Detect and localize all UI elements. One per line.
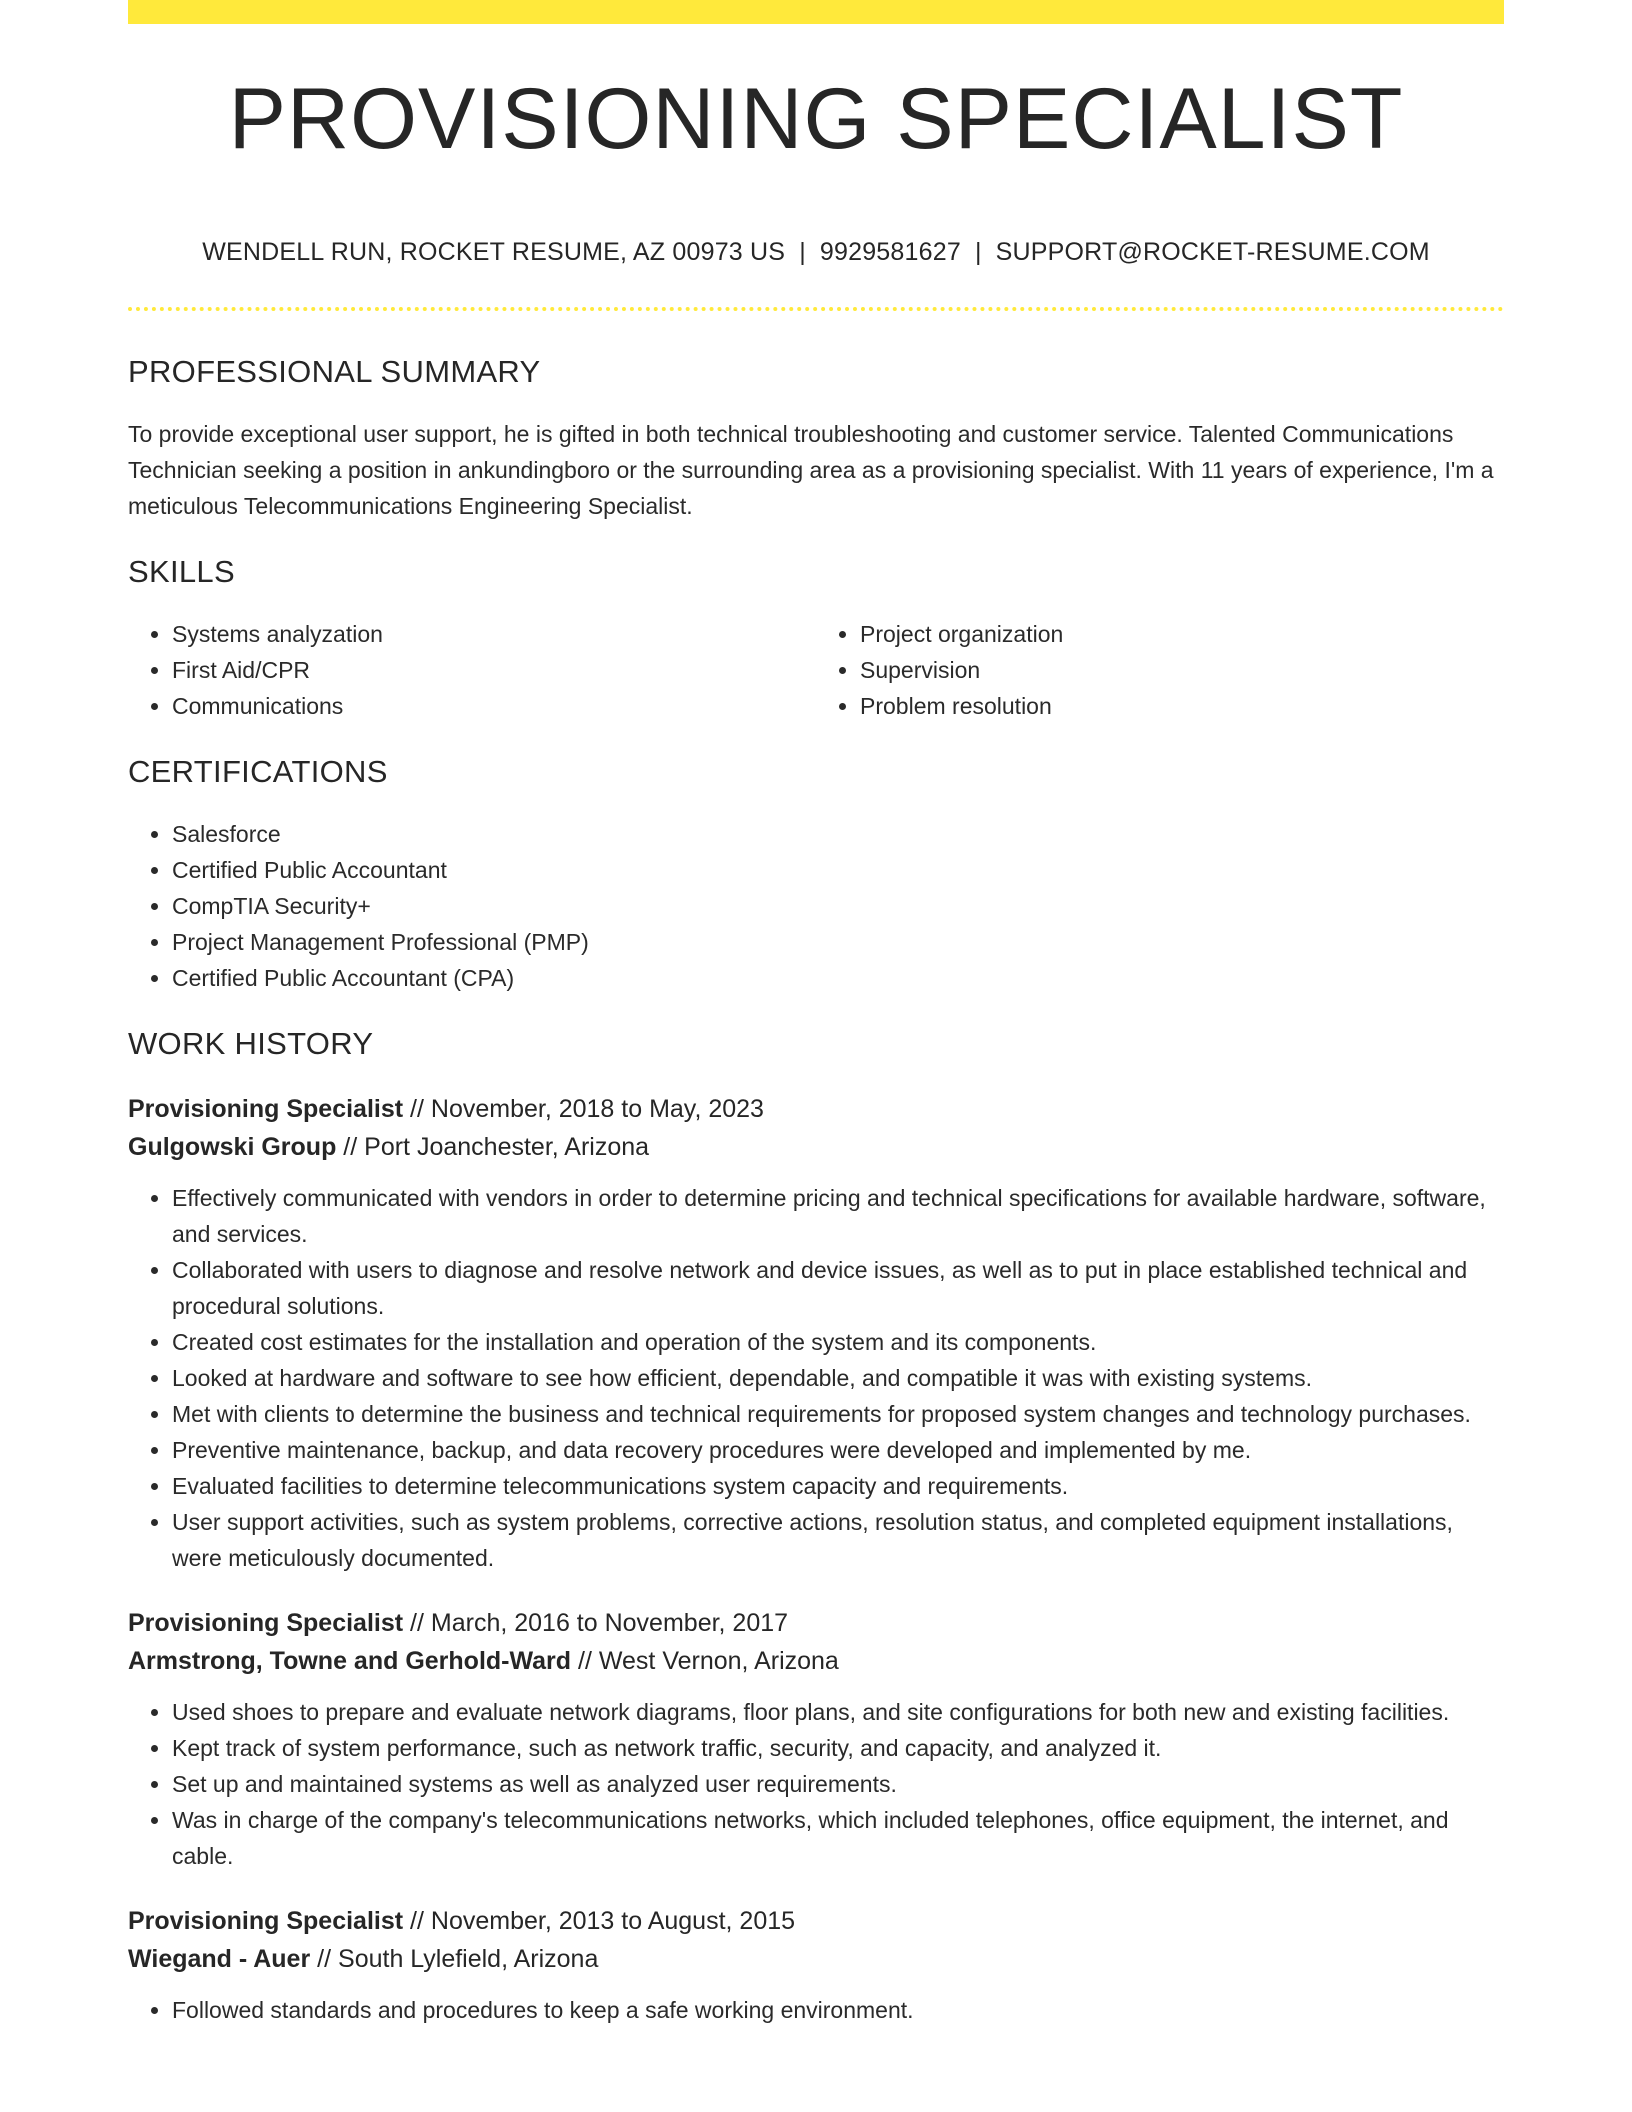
job-title: Provisioning Specialist	[128, 1907, 404, 1935]
job-bullet: • Kept track of system performance, such as network traffic, security, and capacity, and analyzed it.	[172, 1730, 1504, 1766]
skill-item: • Project organization	[860, 616, 1504, 652]
delimiter: //	[317, 1945, 332, 1973]
job-location: South Lylefield, Arizona	[338, 1945, 599, 1973]
job-title-line	[128, 1090, 1504, 1128]
job-dates: November, 2018 to May, 2023	[430, 1095, 764, 1123]
job-bullet: • Set up and maintained systems as well as analyzed user requirements.	[172, 1766, 1504, 1802]
job-company: Gulgowski Group	[128, 1133, 337, 1161]
job-company-line	[128, 1642, 1504, 1680]
section-heading-work-history: WORK HISTORY	[128, 1026, 374, 1061]
summary-text: To provide exceptional user support, he is gifted in both technical troubleshooting and customer service. Talented Communications Technician seeking a position in ankundingboro or the surrounding area as a provisioning specialist. With 11 years of experience, I'm a meticulous Telecommunications Engineering Specialist.	[128, 421, 1494, 519]
section-heading-summary: PROFESSIONAL SUMMARY	[128, 354, 541, 389]
job-bullet: • Evaluated facilities to determine telecommunications system capacity and requirements.	[172, 1468, 1504, 1504]
job-bullets	[128, 1180, 1504, 1576]
skills-section	[128, 554, 1504, 724]
section-heading-skills: SKILLS	[128, 554, 235, 589]
skill-item: • Communications	[172, 688, 816, 724]
certifications-list	[128, 816, 1504, 996]
job-entry	[128, 1090, 1504, 1576]
job-bullet: • Effectively communicated with vendors in order to determine pricing and technical specifications for available hardware, software, and services.	[172, 1180, 1504, 1252]
delimiter: //	[410, 1609, 424, 1637]
certifications-section	[128, 754, 1504, 996]
delimiter: //	[343, 1133, 358, 1161]
delimiter: //	[410, 1095, 424, 1123]
dotted-divider	[128, 307, 1504, 311]
job-bullets	[128, 1694, 1504, 1874]
certification-item: • CompTIA Security+	[172, 888, 1504, 924]
job-bullet: • Created cost estimates for the installation and operation of the system and its components.	[172, 1324, 1504, 1360]
job-bullets	[128, 1992, 1504, 2028]
certification-item: • Certified Public Accountant (CPA)	[172, 960, 1504, 996]
job-title: Provisioning Specialist	[128, 1095, 404, 1123]
skills-list-right	[816, 616, 1504, 724]
job-company-line	[128, 1940, 1504, 1978]
contact-separator: |	[799, 238, 806, 266]
contact-line	[128, 238, 1504, 267]
job-company: Wiegand - Auer	[128, 1945, 311, 1973]
job-company-line	[128, 1128, 1504, 1166]
job-bullet: • Preventive maintenance, backup, and data recovery procedures were developed and implemented by me.	[172, 1432, 1504, 1468]
job-title: Provisioning Specialist	[128, 1609, 404, 1637]
resume-content	[128, 354, 1504, 2028]
job-entry	[128, 1604, 1504, 1874]
skill-item: • Supervision	[860, 652, 1504, 688]
contact-phone: 9929581627	[819, 238, 961, 266]
page-title: PROVISIONING SPECIALIST	[228, 71, 1404, 167]
job-bullet: • Met with clients to determine the business and technical requirements for proposed system changes and technology purchases.	[172, 1396, 1504, 1432]
skills-columns	[128, 616, 1504, 724]
skill-item: • Problem resolution	[860, 688, 1504, 724]
work-history-section	[128, 1026, 1504, 2028]
delimiter: //	[578, 1647, 592, 1675]
job-title-line	[128, 1902, 1504, 1940]
job-title-line	[128, 1604, 1504, 1642]
contact-email: SUPPORT@ROCKET-RESUME.COM	[995, 238, 1430, 266]
contact-address: WENDELL RUN, ROCKET RESUME, AZ 00973 US	[202, 238, 786, 266]
summary-section	[128, 354, 1504, 524]
job-bullet: • Was in charge of the company's telecommunications networks, which included telephones, office equipment, the internet, and cable.	[172, 1802, 1504, 1874]
job-company: Armstrong, Towne and Gerhold-Ward	[128, 1647, 572, 1675]
skill-item: • Systems analyzation	[172, 616, 816, 652]
job-bullet: • Followed standards and procedures to keep a safe working environment.	[172, 1992, 1504, 2028]
certification-item: • Project Management Professional (PMP)	[172, 924, 1504, 960]
certification-item: • Certified Public Accountant	[172, 852, 1504, 888]
section-heading-certifications: CERTIFICATIONS	[128, 754, 388, 789]
job-bullet: • Looked at hardware and software to see how efficient, dependable, and compatible it was with existing systems.	[172, 1360, 1504, 1396]
skill-item: • First Aid/CPR	[172, 652, 816, 688]
job-dates: March, 2016 to November, 2017	[430, 1609, 789, 1637]
job-location: Port Joanchester, Arizona	[364, 1133, 650, 1161]
job-bullet: • User support activities, such as system problems, corrective actions, resolution status, and completed equipment installations, were meticulously documented.	[172, 1504, 1504, 1576]
contact-separator: |	[974, 238, 982, 266]
job-entry	[128, 1902, 1504, 2028]
job-location: West Vernon, Arizona	[598, 1647, 839, 1675]
delimiter: //	[410, 1907, 424, 1935]
job-bullet: • Used shoes to prepare and evaluate network diagrams, floor plans, and site configurations for both new and existing facilities.	[172, 1694, 1504, 1730]
top-accent-bar	[128, 0, 1504, 24]
job-dates: November, 2013 to August, 2015	[430, 1907, 796, 1935]
skills-list-left	[128, 616, 816, 724]
job-bullet: • Collaborated with users to diagnose and resolve network and device issues, as well as to put in place established technical and procedural solutions.	[172, 1252, 1504, 1324]
certification-item: • Salesforce	[172, 816, 1504, 852]
